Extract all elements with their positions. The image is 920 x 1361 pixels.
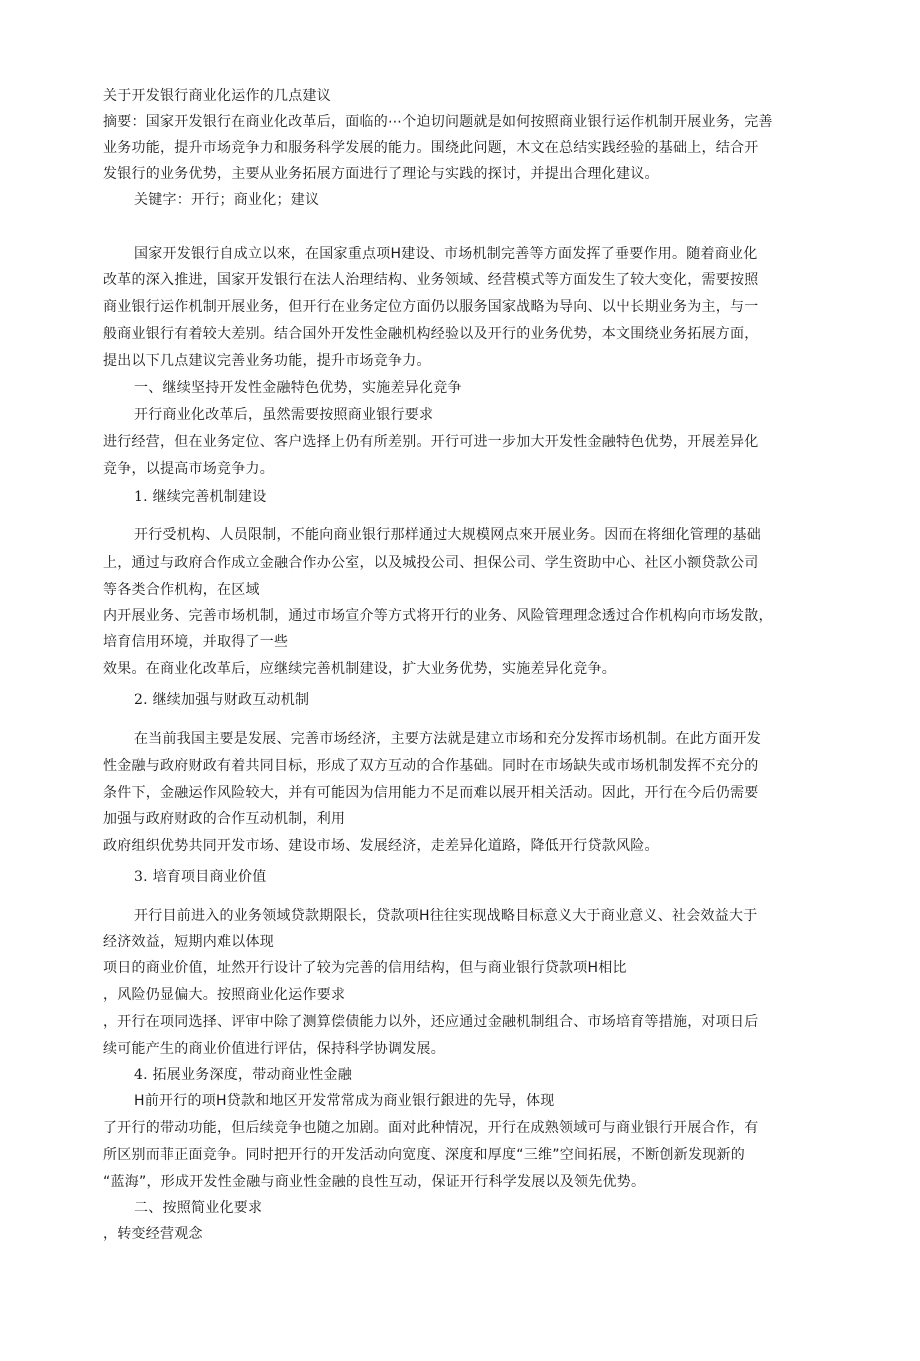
paragraph-line: 等各类合作机构，在区域 [103, 582, 260, 598]
abstract-line: 发银行的业务优势，主要从业务拓展方面进行了理论与实践的探讨，并提出合理化建议。 [103, 166, 659, 182]
subsection-title: 拓展业务深度，带动商业性金融 [152, 1067, 353, 1083]
paragraph-line: 竞争，以提高市场竞争力。 [103, 461, 274, 477]
paragraph-line: 所区别而菲正面竞争。同时把开行的开发活动向宽度、深度和厚度“三维”空间拓展，不断创新发现新的 [103, 1147, 746, 1163]
paragraph-line: 效果。在商业化改革后，应继续完善机制建设，扩大业务优势，实施差异化竞争。 [103, 661, 616, 677]
paragraph-line: 内开展业务、完善市场机制，通过市场宣介等方式将开行的业务、风险管理理念透过合作机构向市场发散， [103, 608, 773, 624]
subsection-heading [134, 1065, 352, 1085]
section-heading: 二、按照简业化要求 [134, 1200, 263, 1216]
paragraph-line: 加强与政府财政的合作互动机制，利用 [103, 811, 346, 827]
paragraph-line: 开行目前进入的业务领域贷款期限长，贷款项H往往实现战略目标意义大于商业意义、社会效益大于 [134, 908, 758, 924]
section-heading: 一、继续坚持开发性金融特色优势，实施差异化竞争 [134, 380, 462, 396]
subsection-heading [134, 690, 309, 710]
keywords: 关键字：开行；商业化；建议 [134, 192, 320, 208]
paragraph-line: 了开行的带动功能，但后续竞争也随之加剧。面对此种情况，开行在成熟领域可与商业银行开展合作，有 [103, 1120, 759, 1136]
paragraph-line: 进行经营，但在业务定位、客户选择上仍有所差别。开行可进一步加大开发性金融特色优势，开展差异化 [103, 434, 759, 450]
paragraph-line: 开行商业化改革后，虽然需要按照商业银行要求 [134, 407, 434, 423]
paragraph-line: ，开行在项同选择、评审中除了测算偿债能力以外，还应通过金融机制组合、市场培育等措施，对项日后 [103, 1014, 759, 1030]
document-title: 关于开发银行商业化运作的几点建议 [103, 88, 331, 104]
subsection-title: 培育项目商业价值 [152, 869, 267, 885]
paragraph-line: 上，通过与政府合作成立金融合作办公室，以及城投公司、担保公司、学生资助中心、社区小额贷款公司 [103, 555, 759, 571]
paragraph-line: 条件下，金融运作风险较大，并有可能因为信用能力不足而难以展开相关活动。因此，开行在今后仍需要 [103, 785, 759, 801]
intro-line: 国家开发银行自成立以來，在国家重点项H建设、市场机制完善等方面发挥了垂要作用。随着商业化 [134, 246, 758, 262]
subsection-number: 3. [134, 869, 148, 885]
paragraph-line: 政府组织优势共同开发市场、建设市场、发展经济，走差异化道路，降低开行贷款风险。 [103, 838, 659, 854]
intro-line: 商业银行运作机制开展业务，但开行在业务定位方面仍以服务国家战略为导向、以屮长期业务为主，与一 [103, 299, 759, 315]
paragraph-line: 在当前我国主要是发展、完善市场经济，主要方法就是建立市场和充分发挥市场机制。在此方面开发 [134, 731, 761, 747]
paragraph-line: 性金融与政府财政有着共同目标，形成了双方互动的合作基础。同时在市场缺失或市场机制发挥不充分的 [103, 758, 759, 774]
subsection-number: 1. [134, 489, 148, 505]
paragraph-line: 续可能产生的商业价值进行评估，保持科学协调发展。 [103, 1041, 445, 1057]
paragraph-line: ，转变经营观念 [103, 1226, 203, 1242]
paragraph-line: H前开行的项H贷款和地区开发常常成为商业银行銀进的先导，体现 [134, 1093, 555, 1109]
paragraph-line: 经济效益，短期内难以体现 [103, 934, 274, 950]
abstract-line: 业务功能，提升市场竞争力和服务科学发展的能力。围绕此问题，木文在总结实践经验的基础上，结合开 [103, 140, 759, 156]
intro-line: 提出以下几点建议完善业务功能，提升市场竞争力。 [103, 353, 431, 369]
intro-line: 改革的深入推进，国家开发银行在法人治理结构、业务领域、经营模式等方面发生了较大变化，需要按照 [103, 272, 759, 288]
subsection-number: 2. [134, 692, 148, 708]
paragraph-line: 培育信用环境，并取得了一些 [103, 634, 289, 650]
paragraph-line: ，风险仍显偏大。按照商业化运作要求 [103, 987, 346, 1003]
abstract-line: 摘要：国家开发银行在商业化改革后，面临的⋯个迫切问题就是如何按照商业银行运作机制开展业务，完善 [103, 114, 773, 130]
subsection-heading [134, 867, 267, 887]
subsection-title: 继续加强与财政互动机制 [152, 692, 310, 708]
subsection-number: 4. [134, 1067, 148, 1083]
paragraph-line: 项日的商业价值，址然开行设计了较为完善的信用结构，但与商业银行贷款项H相比 [103, 960, 627, 976]
paragraph-line: “蓝海”，形成开发性金融与商业性金融的良性互动，保证开行科学发展以及领先优势。 [103, 1174, 646, 1190]
subsection-title: 继续完善机制建设 [152, 489, 267, 505]
intro-line: 般商业银行有着较大差别。结合国外开发性金融机构经验以及开行的业务优势，本文围绕业务拓展方面， [103, 326, 759, 342]
subsection-heading [134, 487, 267, 507]
paragraph-line: 开行受机构、人员限制，不能向商业银行那样通过大规模网点來开展业务。因而在将细化管理的基础 [134, 527, 761, 543]
